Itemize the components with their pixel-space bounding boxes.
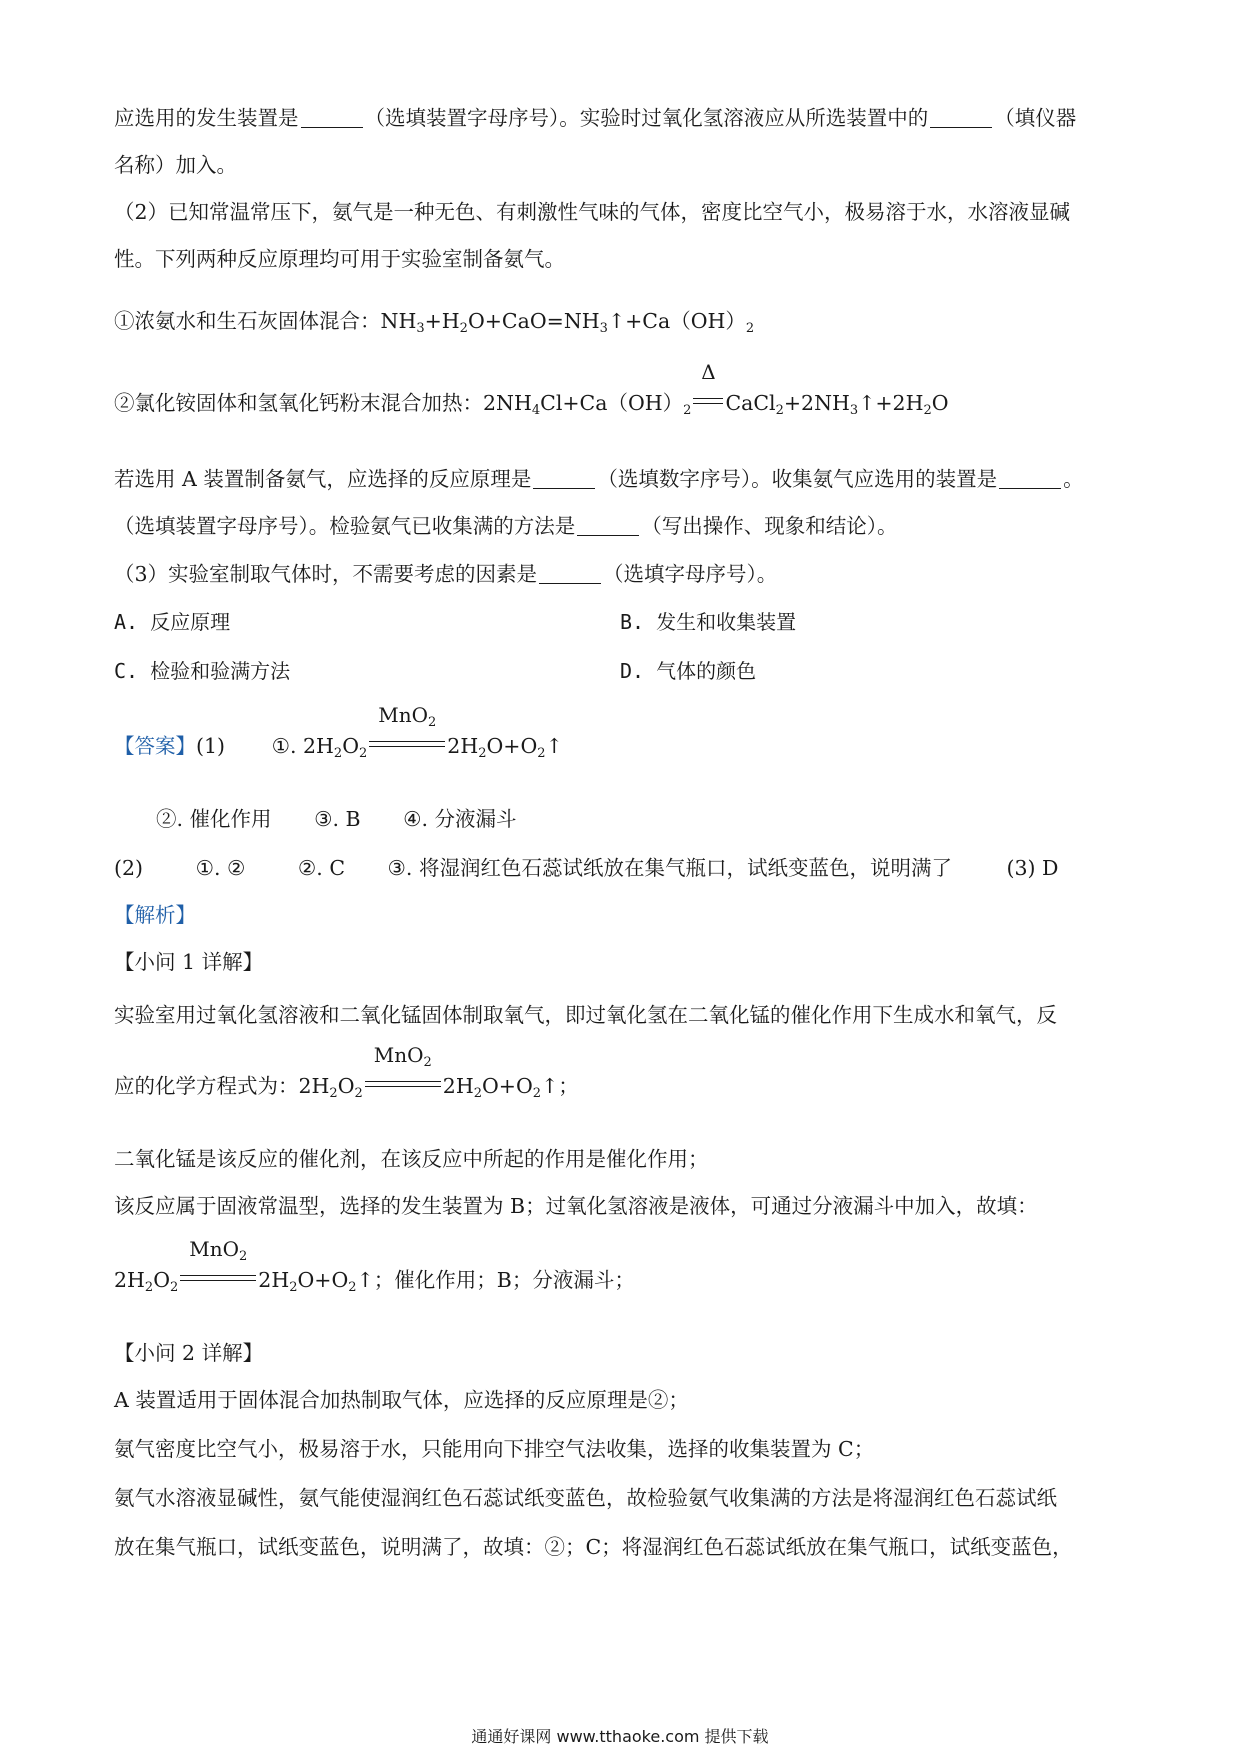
analysis-line-4: 该反应属于固液常温型，选择的发生装置为 B；过氧化氢溶液是液体，可通过分液漏斗中加入，故填：: [114, 1194, 1038, 1218]
analysis-line-m1: A 装置适用于固体混合加热制取气体，应选择的反应原理是②；: [114, 1388, 689, 1412]
option-c: C. 检验和验满方法: [114, 659, 291, 683]
heating-condition: Δ: [693, 388, 723, 418]
answer-line-1: 【答案】(1) ①. $2H_2O_2$ MnO$_2$ $2H_2O+O_2↑$: [114, 703, 563, 761]
answer-blank: [533, 468, 595, 489]
analysis-line-3: 二氧化锰是该反应的催化剂，在该反应中所起的作用是催化作用；: [114, 1147, 709, 1171]
subquestion-2-heading: 【小问 2 详解】: [114, 1341, 264, 1365]
q2-intro-line-1: （2）已知常温常压下，氨气是一种无色、有刺激性气味的气体，密度比空气小，极易溶于水，水溶液显碱: [114, 200, 1071, 224]
q2-intro-line-2: 性。下列两种反应原理均可用于实验室制备氨气。: [114, 247, 565, 271]
page-footer: 通通好课网 www.tthaoke.com 提供下载: [471, 1727, 769, 1746]
option-d: D. 气体的颜色: [620, 659, 757, 683]
analysis-equation-2: $2H_2O_2$ MnO$_2$ $2H_2O+O_2↑$；催化作用；B；分液漏斗；: [114, 1237, 635, 1295]
answer-line-2: ②. 催化作用 ③. B ④. 分液漏斗: [156, 807, 517, 831]
reaction-1: ①浓氨水和生石灰固体混合：$NH_3+H_2O+CaO=NH_3↑+Ca(OH)_2$: [114, 309, 755, 336]
q2-question-line-1: 若选用 A 装置制备氨气，应选择的反应原理是 （选填数字序号）。收集氨气应选用的装置是 。: [114, 467, 1084, 491]
subquestion-1-heading: 【小问 1 详解】: [114, 950, 264, 974]
option-a: A. 反应原理: [114, 610, 231, 634]
answer-blank: [539, 563, 601, 584]
reaction-2: ②氯化铵固体和氢氧化钙粉末混合加热：$2NH_4Cl+Ca(OH)_2$ Δ $CaCl_2+2NH_3↑+2H_2O$: [114, 360, 949, 418]
q1-end-line-2: 名称）加入。: [114, 153, 237, 177]
analysis-line-m4: 放在集气瓶口，试纸变蓝色，说明满了，故填：②；C；将湿润红色石蕊试纸放在集气瓶口，试纸变蓝色，: [114, 1535, 1073, 1559]
analysis-line-1: 实验室用过氧化氢溶液和二氧化锰固体制取氧气，即过氧化氢在二氧化锰的催化作用下生成水和氧气，反: [114, 1003, 1057, 1027]
answer-tag: 【答案】: [114, 734, 196, 758]
answer-blank: [999, 468, 1061, 489]
catalyst-condition: MnO$_2$: [180, 1265, 256, 1295]
analysis-tag: 【解析】: [114, 903, 196, 927]
answer-blank: [930, 107, 992, 128]
analysis-line-m2: 氨气密度比空气小，极易溶于水，只能用向下排空气法收集，选择的收集装置为 C；: [114, 1437, 875, 1461]
analysis-line-m3: 氨气水溶液显碱性，氨气能使湿润红色石蕊试纸变蓝色，故检验氨气收集满的方法是将湿润红色石蕊试纸: [114, 1486, 1057, 1510]
answer-line-3: (2) ①. ② ②. C ③. 将湿润红色石蕊试纸放在集气瓶口，试纸变蓝色，说明满了 (3) D: [114, 856, 1059, 880]
analysis-equation-1: 应的化学方程式为：$2H_2O_2$ MnO$_2$ $2H_2O+O_2↑$；: [114, 1043, 579, 1101]
answer-blank: [301, 107, 363, 128]
option-b: B. 发生和收集装置: [620, 610, 797, 634]
answer-blank: [577, 515, 639, 536]
q1-end-line-1: 应选用的发生装置是 （选填装置字母序号）。实验时过氧化氢溶液应从所选装置中的 （填仪器: [114, 106, 1077, 130]
catalyst-condition: MnO$_2$: [369, 731, 445, 761]
q2-question-line-2: （选填装置字母序号）。检验氨气已收集满的方法是 （写出操作、现象和结论）。: [114, 514, 898, 538]
catalyst-condition: MnO$_2$: [365, 1071, 441, 1101]
q3-stem: （3）实验室制取气体时，不需要考虑的因素是 （选填字母序号）。: [114, 562, 778, 586]
